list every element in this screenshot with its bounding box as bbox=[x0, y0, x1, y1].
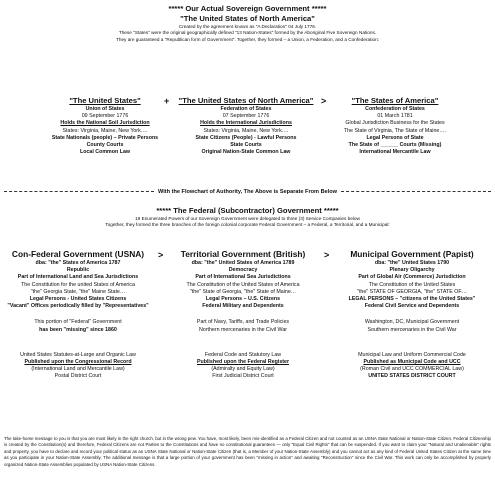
footer-paragraph: The take-home message to you is that you are most likely in the right church, but in the wrong pew. You have, most likely, been mis-identified as a Federal Citizen and not counted as an USNA State National or Nation-State Citizen. Federal Citizenship is created by the Constitution(s) and therefore, Federal Citizens are not Parties to the Constitutions and have no constitutional guarantees — only "Equal Civil Rights" that can be suspended. If you want to claim your "Natural and Unalienable" rights and property, you have to declare and record your political status as an USNA State National or Nation-State Citizen (that is, a Member of your Nation-State Assembly) and you cannot act as any kind of Federal United States Citizen at the same time as you participate in your Nation-State Assembly. The additional message is that a large portion of your government has been "missing in action" and awaiting "Reconstruction" since the Civil War. This work can only be accomplished by properly organized Nation-State Assemblies populated by USNA Nation-State Citizens. bbox=[4, 436, 491, 467]
bottom-column-municipal bbox=[333, 249, 491, 381]
column-dba: dba: "the" United States 1790 bbox=[374, 260, 450, 266]
column-line: Federal Civil Service and Dependents bbox=[364, 303, 460, 310]
bottom-columns bbox=[0, 249, 495, 422]
column-line: Holds the International Jurisdictions bbox=[200, 120, 292, 127]
column-end-line: Published upon the Federal Register bbox=[196, 359, 290, 366]
column-line: Confederation of States bbox=[365, 106, 425, 112]
top-column-confederation bbox=[333, 96, 457, 156]
column-line: The Constitution of the United States of America bbox=[186, 281, 300, 288]
federal-line: 19 Enumerated Powers of our Sovereign Government were delegated to three (3) Service Companies below bbox=[135, 216, 360, 221]
column-end-line: Published upon the Congressional Record bbox=[24, 359, 132, 366]
column-title: "The States of America" bbox=[351, 96, 439, 105]
column-end-line: (Admiralty and Equity Law) bbox=[211, 366, 275, 373]
header-line: Created by the agreement known as "A Declaration" 04 July 1776. bbox=[178, 24, 317, 29]
column-end-line: Postal District Court bbox=[54, 373, 102, 380]
separator-rule bbox=[341, 191, 491, 192]
column-title: Territorial Government (British) bbox=[180, 249, 306, 259]
column-mid-line: This portion of "Federal" Government bbox=[34, 319, 122, 326]
column-line: State Citizens (People) - Lawful Persons bbox=[195, 134, 297, 141]
column-end-line: Published as Municipal Code and UCC bbox=[363, 359, 461, 366]
column-line: The State of ______ Courts (Missing) bbox=[348, 142, 442, 149]
header-line: These "States" were the original geographically defined "13 Nation-States" formed by the Aboriginal Five Sovereign Nations. bbox=[118, 30, 377, 36]
header-title: ***** Our Actual Sovereign Government ***** bbox=[168, 4, 327, 13]
column-dba: dba: "the" United States of America 1789 bbox=[191, 260, 295, 266]
federal-section bbox=[0, 206, 495, 229]
column-end-line: First Judicial District Court bbox=[212, 373, 274, 380]
column-line: Global Jurisdiction Business for the States bbox=[345, 120, 445, 127]
column-line: 07 September 1776 bbox=[222, 113, 270, 120]
column-title: "The United States of North America" bbox=[178, 96, 314, 105]
column-line: 09 September 1776 bbox=[81, 113, 129, 120]
column-title: Municipal Government (Papist) bbox=[350, 249, 474, 259]
top-column-union bbox=[50, 96, 160, 156]
column-line: Legal Persons – U.S. Citizens bbox=[205, 296, 281, 303]
separator bbox=[4, 187, 491, 196]
column-dba: dba: "the" States of America 1787 bbox=[35, 260, 121, 266]
column-line: Legal Persons of State bbox=[366, 134, 424, 141]
greater-than-operator: > bbox=[158, 250, 164, 260]
column-line: Federation of States bbox=[220, 106, 272, 112]
column-line: Federal Military and Dependents bbox=[202, 303, 284, 310]
column-line: LEGAL PERSONS – "citizens of the United States" bbox=[348, 296, 476, 303]
header-line: They are guaranteed a "Republican form of Government". Together, they formed – a Union, a Federation, and a Confederation: bbox=[115, 36, 380, 42]
column-mid-line: Part of Navy, Tariffs, and Trade Policies bbox=[196, 319, 290, 326]
separator-rule bbox=[4, 191, 154, 192]
bottom-column-confederal bbox=[4, 249, 152, 381]
column-end-line: (International Land and Mercantile Law) bbox=[31, 366, 125, 373]
column-mid-line: Washington, DC, Municipal Government bbox=[364, 319, 460, 326]
column-mid-line: Southern mercenaries in the Civil War bbox=[367, 326, 457, 333]
column-end-line: UNITED STATES DISTRICT COURT bbox=[368, 373, 456, 380]
column-line: The Constitution of the United States bbox=[368, 281, 456, 288]
column-end-line: Federal Code and Statutory Law bbox=[204, 351, 282, 358]
federal-title: ***** The Federal (Subcontractor) Government ***** bbox=[156, 206, 339, 215]
column-line: The State of Virginia, The State of Maine…. bbox=[343, 127, 447, 134]
column-line: "the" Georgia State, "the" Maine State… bbox=[30, 288, 126, 295]
column-title: "The United States" bbox=[69, 96, 141, 105]
column-line: "the" State of Georgia, "the" State of Maine… bbox=[189, 288, 297, 295]
column-line: States: Virginia, Maine, New York…. bbox=[203, 127, 289, 134]
column-line: The Constitution for the united States of America bbox=[21, 281, 135, 288]
column-line: "Vacant" Offices periodically filled by "Representatives" bbox=[7, 303, 149, 310]
column-line: Original Nation-State Common Law bbox=[201, 149, 291, 156]
column-end-line: (Roman Civil and UCC COMMERCIAL Law) bbox=[360, 366, 464, 373]
header-subtitle: "The United States of North America" bbox=[180, 14, 315, 23]
header bbox=[0, 4, 495, 43]
greater-than-operator: > bbox=[324, 250, 330, 260]
bottom-column-territorial bbox=[168, 249, 318, 381]
federal-line: Together, they formed the three branches of the foreign colonial corporate Federal Government – a Federal, a Territorial, and a Municipal: bbox=[105, 222, 390, 228]
column-line: Republic bbox=[66, 267, 90, 274]
column-line: Part of International Land and Sea Jurisdictions bbox=[17, 274, 139, 281]
column-mid-line: Northern mercenaries in the Civil War bbox=[198, 326, 288, 333]
column-title: Con-Federal Government (USNA) bbox=[11, 249, 145, 259]
column-line: State Courts bbox=[230, 142, 262, 149]
column-end-line: United States Statutes-at-Large and Organic Law bbox=[20, 351, 136, 358]
column-line: States: Virginia, Maine, New York…. bbox=[62, 127, 148, 134]
column-end-line: Municipal Law and Uniform Commercial Code bbox=[358, 351, 466, 358]
column-line: Plenary Oligarchy bbox=[389, 267, 435, 274]
column-line: Legal Persons - United States Citizens bbox=[29, 296, 127, 303]
column-line: Part of International Sea Jurisdictions bbox=[195, 274, 291, 281]
column-line: Holds the National Soil Jurisdiction bbox=[60, 120, 150, 127]
plus-operator: + bbox=[164, 96, 170, 106]
column-line: Union of States bbox=[85, 106, 125, 112]
top-columns bbox=[0, 96, 495, 180]
column-line: "the" STATE OF GEORGIA, "the" STATE OF… bbox=[357, 288, 467, 295]
separator-text: With the Flowchart of Authority, The Above is Separate From Below bbox=[157, 188, 338, 195]
column-line: Part of Global Air (Commerce) Jurisdiction bbox=[358, 274, 466, 281]
column-mid-line: has been "missing" since 1860 bbox=[39, 326, 117, 333]
greater-than-operator: > bbox=[321, 96, 327, 106]
column-line: International Mercantile Law bbox=[359, 149, 431, 156]
column-line: 01 March 1781 bbox=[377, 113, 413, 120]
column-line: Democracy bbox=[228, 267, 258, 274]
column-line: Local Common Law bbox=[79, 149, 131, 156]
column-line: State Nationals (people) – Private Persons bbox=[51, 134, 159, 141]
column-line: County Courts bbox=[86, 142, 124, 149]
top-column-federation bbox=[176, 96, 316, 156]
